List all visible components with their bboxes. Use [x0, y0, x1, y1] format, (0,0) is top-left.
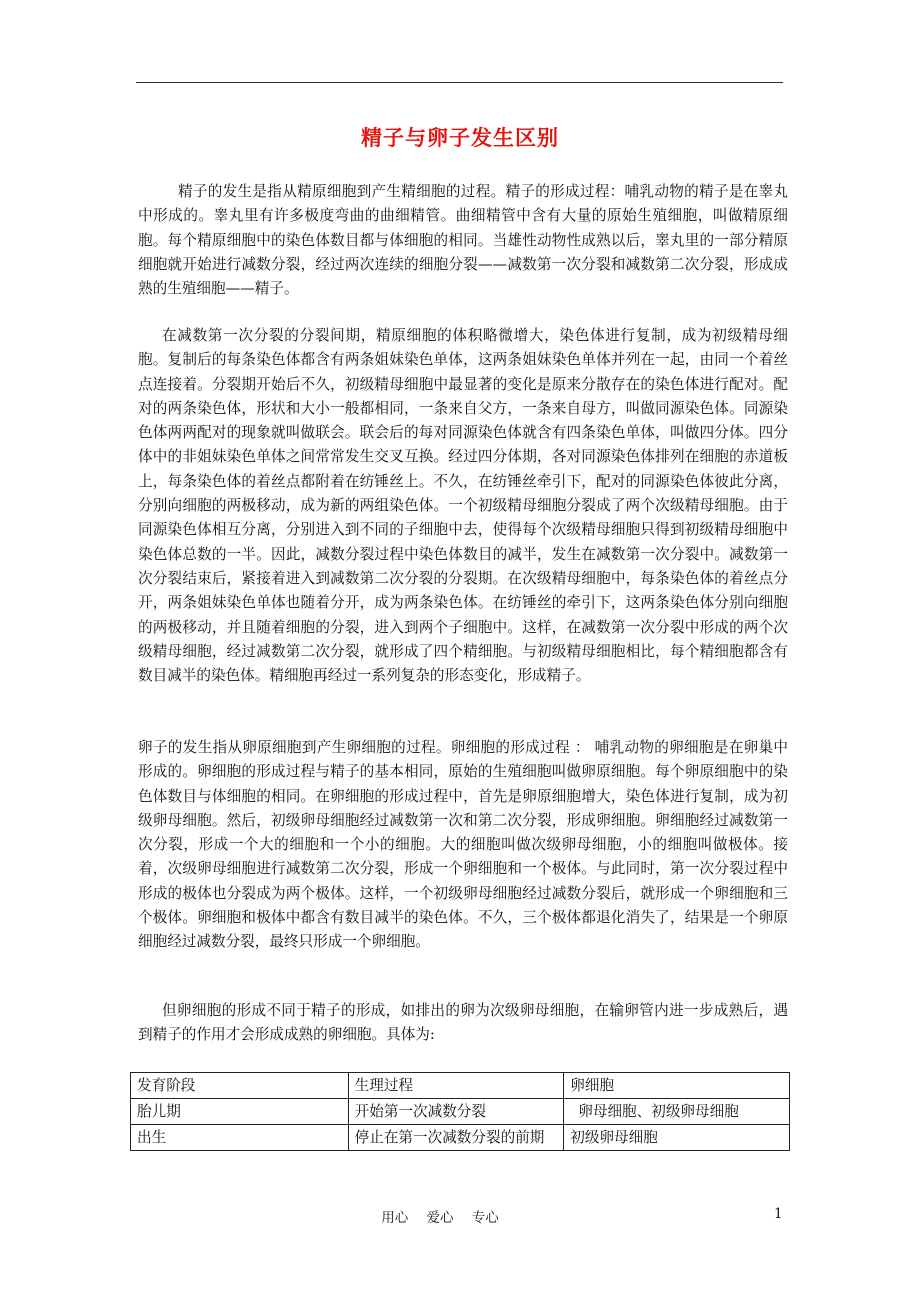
table-cell: 胎儿期 [131, 1099, 349, 1125]
table-cell: 初级卵母细胞 [564, 1125, 790, 1151]
table-header-cell: 生理过程 [348, 1073, 564, 1099]
table-row [131, 1125, 790, 1151]
header-rule [136, 82, 783, 83]
table-cell: 出生 [131, 1125, 349, 1151]
table-cell: 开始第一次减数分裂 [348, 1099, 564, 1125]
table-header-cell: 卵细胞 [564, 1073, 790, 1099]
paragraph-egg-development: 卵子的发生指从卵原细胞到产生卵细胞的过程。卵细胞的形成过程 ： 哺乳动物的卵细胞是在卵巢中形成的。卵细胞的形成过程与精子的基本相同，原始的生殖细胞叫做卵原细胞。每个卵原细胞中的染色体数目与体细胞的相同。在卵细胞的形成过程中，首先是卵原细胞增大，染色体进行复制，成为初级卵母细胞。然后，初级卵母细胞经过减数第一次和第二次分裂，形成卵细胞。卵细胞经过减数第一次分裂，形成一个大的细胞和一个小的细胞。大的细胞叫做次级卵母细胞，小的细胞叫做极体。接着，次级卵母细胞进行减数第二次分裂，形成一个卵细胞和一个极体。与此同时，第一次分裂过程中形成的极体也分裂成为两个极体。这样，一个初级卵母细胞经过减数分裂后，就形成一个卵细胞和三个极体。卵细胞和极体中都含有数目减半的染色体。不久，三个极体都退化消失了，结果是一个卵原细胞经过减数分裂，最终只形成一个卵细胞。 [138, 739, 788, 951]
table-header-row [131, 1073, 790, 1099]
paragraph-meiosis: 在减数第一次分裂的分裂间期，精原细胞的体积略微增大，染色体进行复制，成为初级精母细胞。复制后的每条染色体都含有两条姐妹染色单体，这两条姐妹染色单体并列在一起，由同一个着丝点连接着。分裂期开始后不久，初级精母细胞中最显著的变化是原来分散存在的染色体进行配对。配对的两条染色体，形状和大小一般都相同，一条来自父方，一条来自母方，叫做同源染色体。同源染色体两两配对的现象就叫做联会。联会后的每对同源染色体就含有四条染色单体，叫做四分体。四分体中的非姐妹染色单体之间常常发生交叉互换。经过四分体期，各对同源染色体排列在细胞的赤道板上，每条染色体的着丝点都附着在纺锤丝上。不久，在纺锤丝牵引下，配对的同源染色体彼此分离，分别向细胞的两极移动，成为新的两组染色体。一个初级精母细胞分裂成了两个次级精母细胞。由于同源染色体相互分离，分别进入到不同的子细胞中去，使得每个次级精母细胞只得到初级精母细胞中染色体总数的一半。因此，减数分裂过程中染色体数目的减半，发生在减数第一次分裂中。减数第一次分裂结束后，紧接着进入到减数第二次分裂的分裂期。在次级精母细胞中，每条染色体的着丝点分开，两条姐妹染色单体也随着分开，成为两条染色体。在纺锤丝的牵引下，这两条染色体分别向细胞的两极移动，并且随着细胞的分裂，进入到两个子细胞中。这样，在减数第一次分裂中形成的两个次级精母细胞，经过减数第二次分裂，就形成了四个精细胞。与初级精母细胞相比，每个精细胞都含有数目减半的染色体。精细胞再经过一系列复杂的形态变化，形成精子。 [138, 327, 788, 685]
paragraph-sperm-development: 精子的发生是指从精原细胞到产生精细胞的过程。精子的形成过程：哺乳动物的精子是在睾丸中形成的。睾丸里有许多极度弯曲的曲细精管。曲细精管中含有大量的原始生殖细胞，叫做精原细胞。每个精原细胞中的染色体数目都与体细胞的相同。当雄性动物性成熟以后，睾丸里的一部分精原细胞就开始进行减数分裂，经过两次连续的细胞分裂——减数第一次分裂和减数第二次分裂，形成成熟的生殖细胞——精子。 [138, 183, 788, 298]
table-cell: 停止在第一次减数分裂的前期 [348, 1125, 564, 1151]
page-title: 精子与卵子发生区别 [361, 126, 559, 150]
footer-text: 用心 爱心 专心 [381, 1210, 499, 1226]
development-stages-table [130, 1072, 790, 1151]
paragraph-egg-difference: 但卵细胞的形成不同于精子的形成，如排出的卵为次级卵母细胞，在输卵管内进一步成熟后，遇到精子的作用才会形成成熟的卵细胞。具体为: [138, 1002, 788, 1044]
table-cell: 卵母细胞、初级卵母细胞 [564, 1099, 790, 1125]
table-row [131, 1099, 790, 1125]
page-number: 1 [774, 1206, 783, 1222]
table-header-cell: 发育阶段 [131, 1073, 349, 1099]
